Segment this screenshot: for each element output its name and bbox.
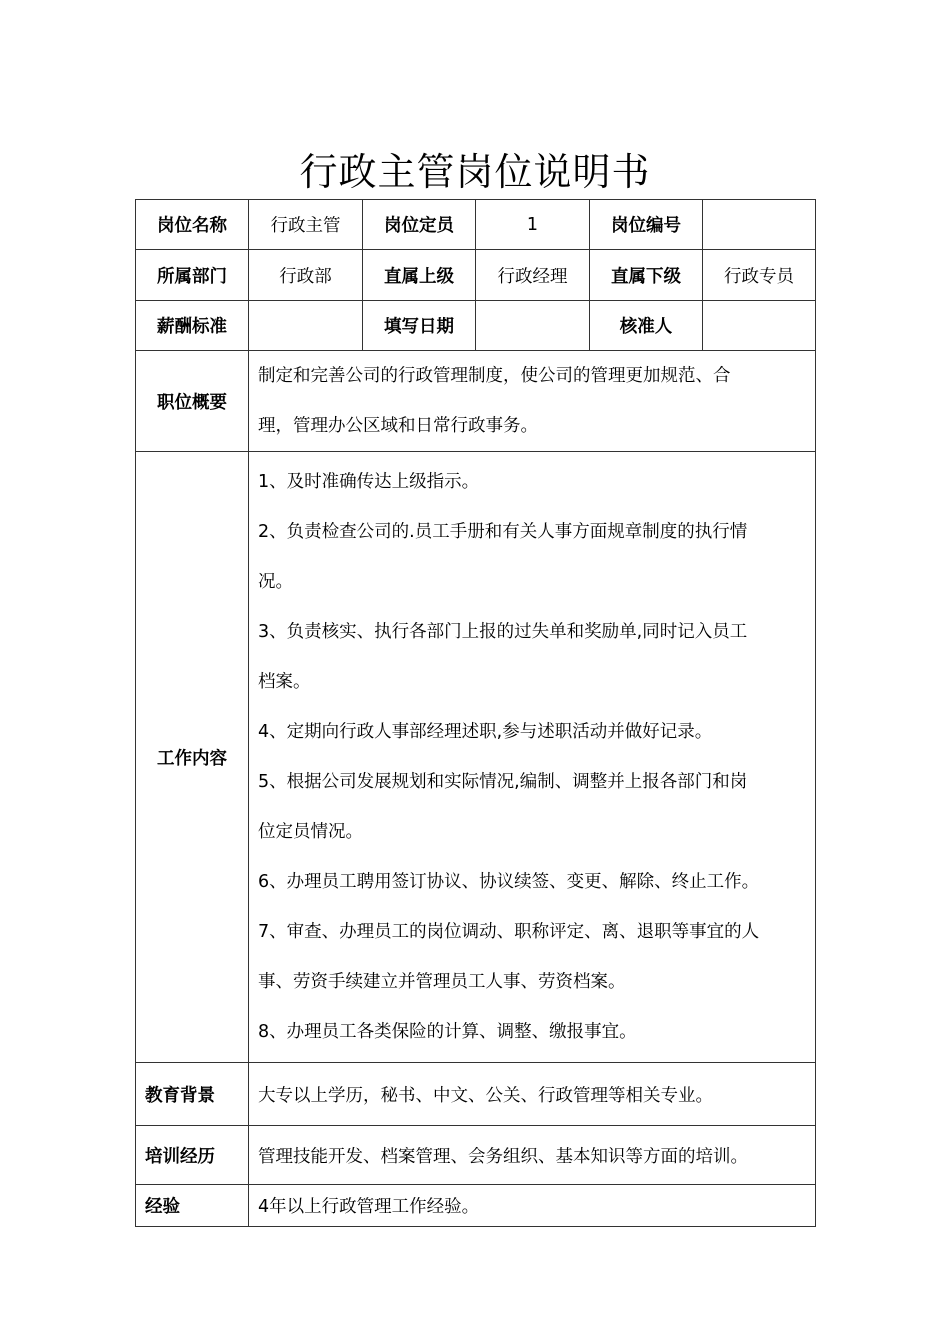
label-education: 教育背景 <box>136 1063 249 1126</box>
value-experience: 4年以上行政管理工作经验。 <box>249 1185 816 1227</box>
table-row-duties <box>136 452 816 1063</box>
duty-line: 事、劳资手续建立并管理员工人事、劳资档案。 <box>258 972 626 992</box>
value-department: 行政部 <box>249 250 363 301</box>
label-headcount: 岗位定员 <box>363 200 476 250</box>
label-direct-superior: 直属上级 <box>363 250 476 301</box>
table-row-summary <box>136 351 816 452</box>
table-row-training <box>136 1126 816 1185</box>
label-position-name: 岗位名称 <box>136 200 249 250</box>
duty-line: 3、负责核实、执行各部门上报的过失单和奖励单,同时记入员工 <box>258 622 748 642</box>
label-salary-standard: 薪酬标准 <box>136 301 249 351</box>
duty-line: 4、定期向行政人事部经理述职,参与述职活动并做好记录。 <box>258 722 713 742</box>
table-row-basic-3 <box>136 301 816 351</box>
page-title: 行政主管岗位说明书 <box>299 150 651 194</box>
duty-line: 1、及时准确传达上级指示。 <box>258 472 480 492</box>
duty-line: 位定员情况。 <box>258 822 363 842</box>
value-direct-subordinate: 行政专员 <box>703 250 816 301</box>
value-position-name: 行政主管 <box>249 200 363 250</box>
label-fill-date: 填写日期 <box>363 301 476 351</box>
table-row-basic-2 <box>136 250 816 301</box>
label-experience: 经验 <box>136 1185 249 1227</box>
duty-line: 7、审查、办理员工的岗位调动、职称评定、离、退职等事宜的人 <box>258 922 760 942</box>
job-summary-line-1: 制定和完善公司的行政管理制度，使公司的管理更加规范、合 <box>258 366 731 386</box>
table-row-education <box>136 1063 816 1126</box>
value-fill-date <box>476 301 590 351</box>
job-duties-list <box>249 452 816 1063</box>
duty-line: 8、办理员工各类保险的计算、调整、缴报事宜。 <box>258 1022 637 1042</box>
value-approver <box>703 301 816 351</box>
label-job-duties: 工作内容 <box>136 452 249 1063</box>
duty-line: 5、根据公司发展规划和实际情况,编制、调整并上报各部门和岗 <box>258 772 748 792</box>
job-summary-line-2: 理，管理办公区域和日常行政事务。 <box>258 416 538 436</box>
value-direct-superior: 行政经理 <box>476 250 590 301</box>
value-position-code <box>703 200 816 250</box>
label-department: 所属部门 <box>136 250 249 301</box>
label-job-summary: 职位概要 <box>136 351 249 452</box>
label-training: 培训经历 <box>136 1126 249 1185</box>
job-summary-text <box>249 351 816 452</box>
label-direct-subordinate: 直属下级 <box>590 250 703 301</box>
duty-line: 2、负责检查公司的.员工手册和有关人事方面规章制度的执行情 <box>258 522 748 542</box>
duty-line: 6、办理员工聘用签订协议、协议续签、变更、解除、终止工作。 <box>258 872 760 892</box>
duty-line: 况。 <box>258 572 293 592</box>
value-training: 管理技能开发、档案管理、会务组织、基本知识等方面的培训。 <box>249 1126 816 1185</box>
table-row-experience <box>136 1185 816 1227</box>
label-approver: 核准人 <box>590 301 703 351</box>
value-headcount: 1 <box>476 200 590 250</box>
table-row-basic-1 <box>136 200 816 250</box>
job-description-table <box>135 199 816 1227</box>
label-position-code: 岗位编号 <box>590 200 703 250</box>
duty-line: 档案。 <box>258 672 311 692</box>
value-salary-standard <box>249 301 363 351</box>
value-education: 大专以上学历，秘书、中文、公关、行政管理等相关专业。 <box>249 1063 816 1126</box>
